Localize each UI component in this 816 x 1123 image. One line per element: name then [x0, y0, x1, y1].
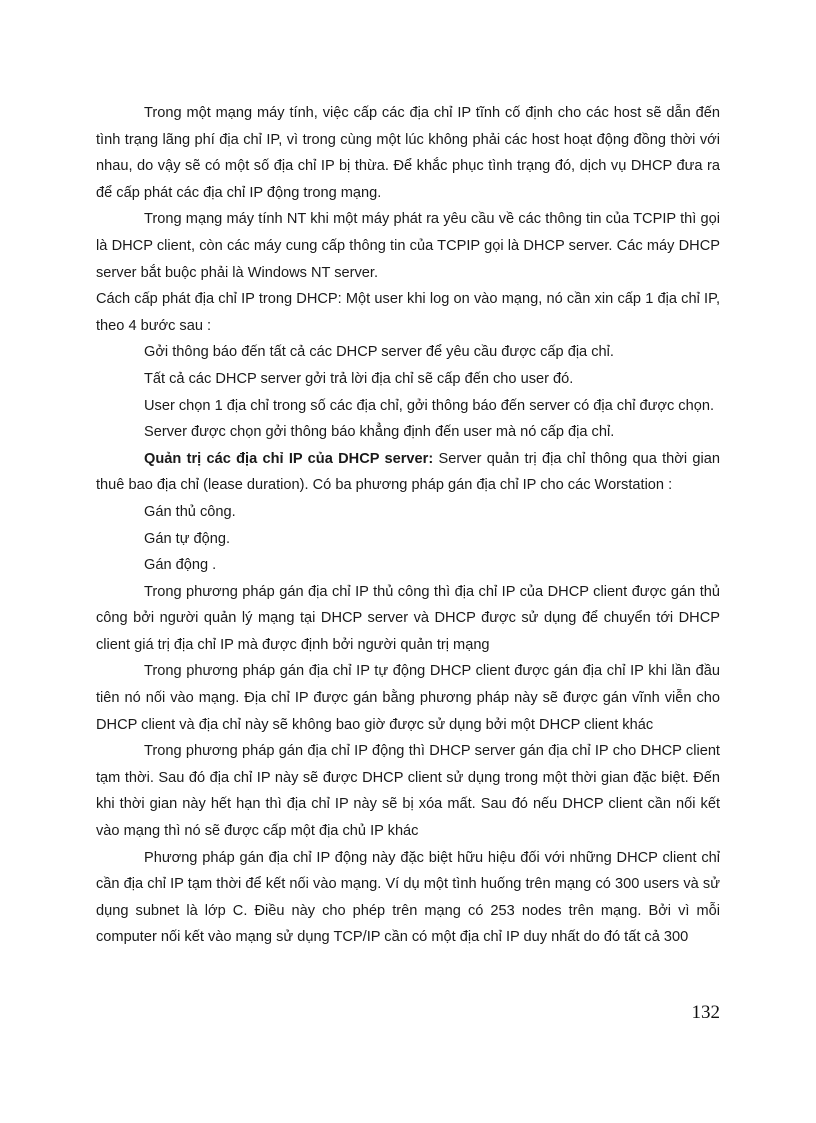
- paragraph-dynamic-benefit: Phương pháp gán địa chỉ IP động này đặc biệt hữu hiệu đối với những DHCP client chỉ cần địa chỉ IP tạm thời để kết nối vào mạng. Ví dụ một tình huống trên mạng có 300 users và sử dụng subnet là lớp C. Điều này cho phép trên mạng có 253 nodes trên mạng. Bởi vì mỗi computer nối kết vào mạng sử dụng TCP/IP cần có một địa chỉ IP duy nhất do đó tất cả 300: [96, 849, 720, 946]
- paragraph-automatic: Trong phương pháp gán địa chỉ IP tự động DHCP client được gán địa chỉ IP khi lần đầu tiên nó nối vào mạng. Địa chỉ IP được gán bằng phương pháp này sẽ được gán vĩnh viễn cho DHCP client và địa chỉ này sẽ không bao giờ được sử dụng bởi một DHCP client khác: [96, 663, 720, 733]
- body-text: [96, 100, 720, 951]
- management-text: Server quản trị địa chỉ thông qua thời gian thuê bao địa chỉ (lease duration). Có ba phương pháp gán địa chỉ IP cho các Worstation :: [96, 450, 720, 494]
- method-item: Gán thủ công.: [144, 503, 236, 520]
- page-number: 132: [691, 1002, 720, 1023]
- step-item: User chọn 1 địa chỉ trong số các địa chỉ, gởi thông báo đến server có địa chỉ được chọn.: [144, 397, 715, 414]
- paragraph-management: [96, 446, 720, 499]
- paragraph-intro: Trong một mạng máy tính, việc cấp các địa chỉ IP tĩnh cố định cho các host sẽ dẫn đến tình trạng lãng phí địa chỉ IP, vì trong cùng một lúc không phải các host hoạt động đồng thời với nhau, do vậy sẽ có một số địa chỉ IP bị thừa. Để khắc phục tình trạng đó, dịch vụ DHCP đưa ra để cấp phát các địa chỉ IP động trong mạng.: [96, 105, 720, 201]
- paragraph-allocation: Cách cấp phát địa chỉ IP trong DHCP: Một user khi log on vào mạng, nó cần xin cấp 1 địa chỉ IP, theo 4 bước sau :: [96, 291, 720, 334]
- paragraph-dynamic: Trong phương pháp gán địa chỉ IP động thì DHCP server gán địa chỉ IP cho DHCP client tạm thời. Sau đó địa chỉ IP này sẽ được DHCP client sử dụng trong một thời gian đặc biệt. Đến khi thời gian này hết hạn thì địa chỉ IP này sẽ bị xóa mất. Sau đó nếu DHCP client cần nối kết vào mạng thì nó sẽ được cấp một địa chủ IP khác: [96, 743, 720, 840]
- step-item: Server được chọn gởi thông báo khẳng định đến user mà nó cấp địa chỉ.: [144, 424, 615, 441]
- management-heading: Quản trị các địa chỉ IP của DHCP server:: [144, 450, 434, 467]
- method-item: Gán động .: [144, 557, 217, 574]
- method-item: Gán tự động.: [144, 530, 231, 547]
- step-item: Gởi thông báo đến tất cả các DHCP server để yêu cầu được cấp địa chỉ.: [144, 344, 614, 361]
- paragraph-manual: Trong phương pháp gán địa chỉ IP thủ công thì địa chỉ IP của DHCP client được gán thủ công bởi người quản lý mạng tại DHCP server và DHCP được sử dụng để chuyển tới DHCP client giá trị địa chỉ IP mà được định bởi người quản trị mạng: [96, 583, 720, 653]
- step-item: Tất cả các DHCP server gởi trả lời địa chỉ sẽ cấp đến cho user đó.: [144, 370, 574, 387]
- paragraph-dhcp-roles: Trong mạng máy tính NT khi một máy phát ra yêu cầu về các thông tin của TCPIP thì gọi là DHCP client, còn các máy cung cấp thông tin của TCPIP gọi là DHCP server. Các máy DHCP server bắt buộc phải là Windows NT server.: [96, 211, 720, 281]
